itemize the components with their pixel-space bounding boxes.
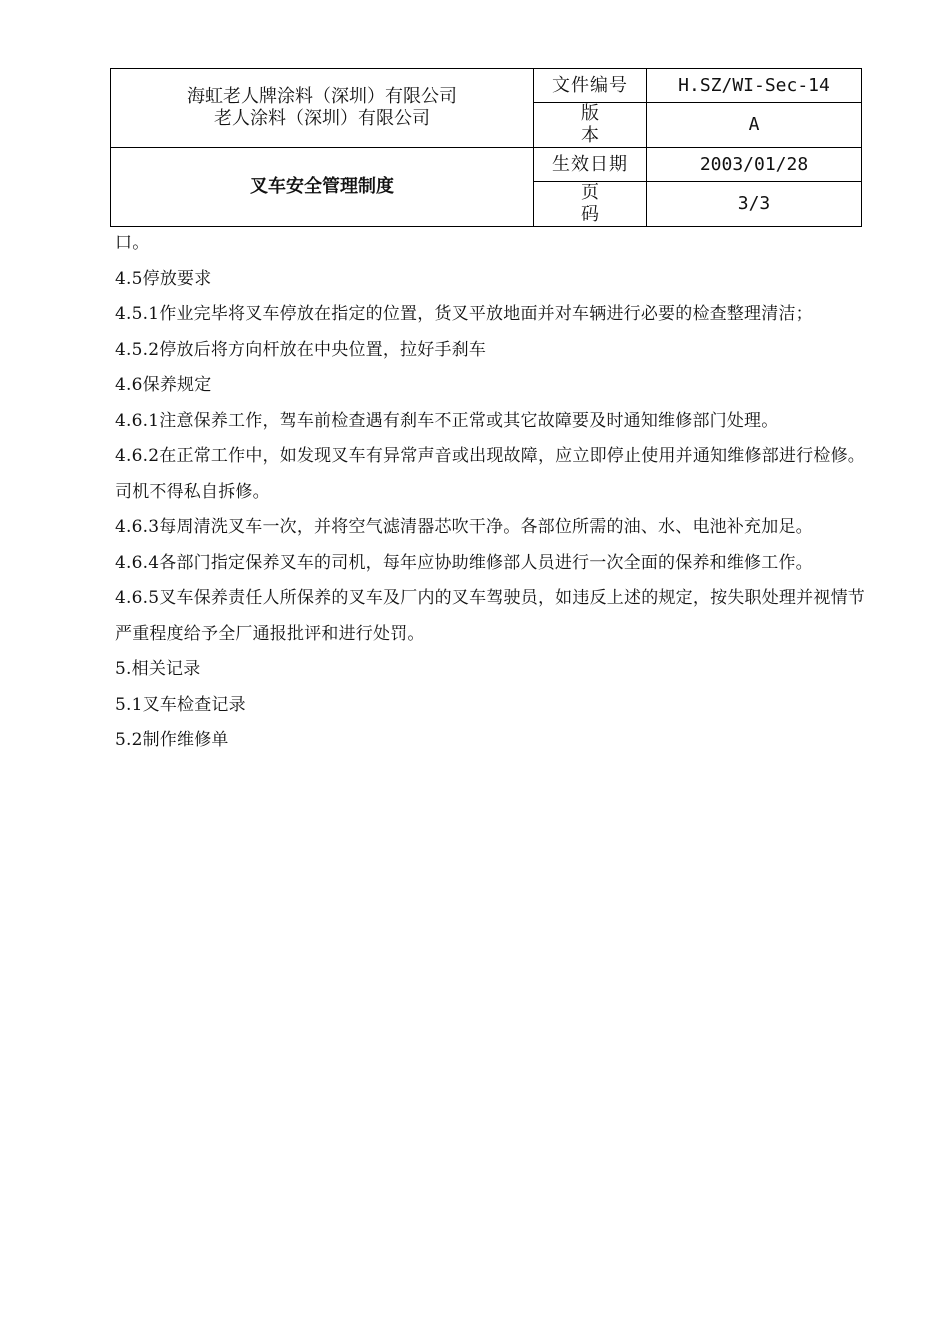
section-heading: 5.相关记录 — [115, 659, 201, 679]
page-label: 页 码 — [534, 182, 647, 227]
effective-date-value: 2003/01/28 — [647, 148, 862, 182]
body-paragraph: 4.6.5叉车保养责任人所保养的叉车及厂内的叉车驾驶员，如违反上述的规定，按失职处理并视情节严重程度给予全厂通报批评和进行处罚。 — [115, 588, 865, 644]
section-heading: 4.5停放要求 — [115, 268, 212, 289]
body-paragraph: 4.5.1作业完毕将叉车停放在指定的位置，货叉平放地面并对车辆进行必要的检查整理清洁； — [115, 304, 813, 324]
body-paragraph: 4.5.2停放后将方向杆放在中央位置，拉好手刹车 — [115, 339, 487, 360]
body-paragraph: 4.6.1注意保养工作，驾车前检查遇有刹车不正常或其它故障要及时通知维修部门处理。 — [115, 410, 779, 431]
document-title: 叉车安全管理制度 — [111, 148, 534, 227]
body-paragraph: 4.6.2在正常工作中，如发现叉车有异常声音或出现故障，应立即停止使用并通知维修部进行检修。司机不得私自拆修。 — [115, 446, 865, 502]
company-name-line2: 老人涂料（深圳）有限公司 — [214, 108, 430, 129]
body-paragraph: 4.6.3每周清洗叉车一次，并将空气滤清器芯吹干净。各部位所需的油、水、电池补充加足。 — [115, 517, 813, 537]
doc-number-value: H.SZ/WI-Sec-14 — [647, 69, 862, 103]
body-paragraph: 5.1叉车检查记录 — [115, 694, 246, 715]
document-header-table — [110, 68, 862, 227]
page-number-value: 3/3 — [647, 182, 862, 227]
body-paragraph: 口。 — [115, 233, 150, 253]
version-value: A — [647, 103, 862, 148]
body-paragraph: 4.6.4各部门指定保养叉车的司机，每年应协助维修部人员进行一次全面的保养和维修工作。 — [115, 552, 813, 573]
company-name-cell — [111, 69, 534, 148]
version-label: 版 本 — [534, 103, 647, 148]
effective-date-label: 生效日期 — [534, 148, 647, 182]
document-body — [115, 226, 865, 759]
company-name-line1: 海虹老人牌涂料（深圳）有限公司 — [187, 86, 457, 107]
body-paragraph: 5.2制作维修单 — [115, 730, 229, 750]
section-heading: 4.6保养规定 — [115, 375, 212, 395]
doc-number-label: 文件编号 — [534, 69, 647, 103]
